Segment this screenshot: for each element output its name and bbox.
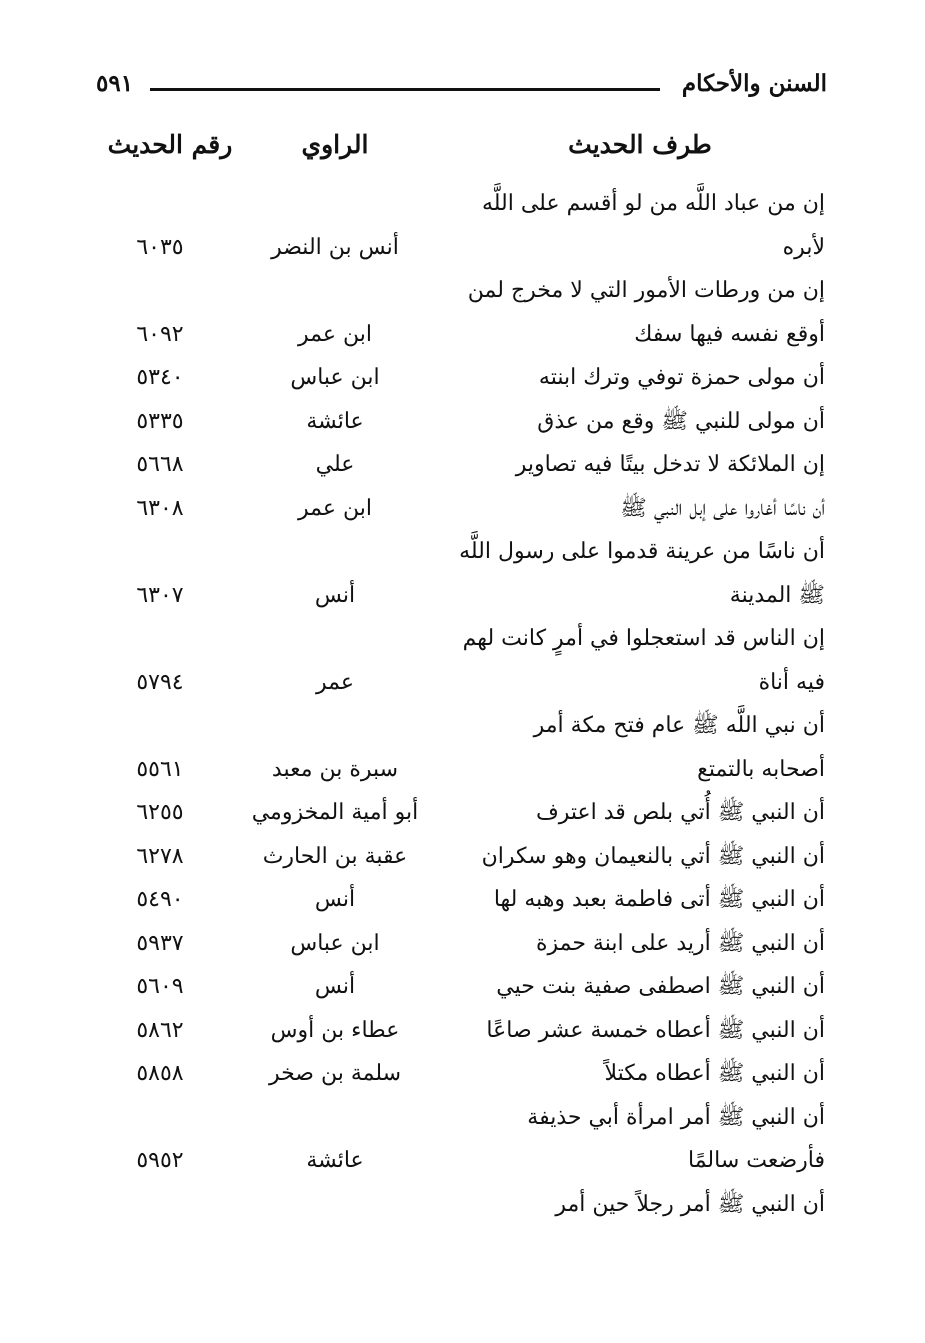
table-row	[0, 443, 925, 487]
hadith-number-cell: ٥٣٣٥	[136, 408, 184, 434]
table-row	[0, 1183, 925, 1227]
column-header-number: رقم الحديث	[107, 130, 233, 159]
hadith-text-line: أن النبي ﷺ أتى فاطمة بعبد وهبه لها	[493, 887, 825, 912]
narrator-cell: أنس	[314, 974, 356, 999]
page-header	[0, 62, 925, 102]
hadith-text-line: أن مولى للنبي ﷺ وقع من عذق	[537, 408, 825, 434]
narrator-cell: أنس	[314, 887, 356, 912]
narrator-cell: أنس بن النضر	[271, 234, 399, 260]
narrator-cell	[235, 1183, 435, 1227]
hadith-text-line: أن النبي ﷺ أمر رجلاً حين أمر	[555, 1191, 825, 1217]
hadith-text-line: أوقع نفسه فيها سفك	[634, 321, 825, 347]
hadith-text-line: فأرضعت سالمًا	[688, 1148, 825, 1173]
table-row	[0, 400, 925, 444]
narrator-cell: عقبة بن الحارث	[262, 843, 408, 869]
table-row	[0, 1009, 925, 1053]
hadith-index-table	[0, 182, 925, 1226]
hadith-text-line: إن من عباد اللَّه من لو أقسم على اللَّه	[481, 191, 825, 216]
table-row	[0, 269, 925, 356]
hadith-number-cell: ٥٧٩٤	[136, 669, 184, 695]
hadith-text-line: أصحابه بالتمتع	[697, 756, 825, 782]
hadith-text-line: أن نبي اللَّه ﷺ عام فتح مكة أمر	[533, 713, 825, 738]
hadith-text-line: إن من ورطات الأمور التي لا مخرج لمن	[467, 278, 825, 303]
hadith-number-cell: ٥٩٣٧	[136, 930, 184, 956]
hadith-text-line: أن النبي ﷺ أمر امرأة أبي حذيفة	[527, 1104, 825, 1130]
table-row	[0, 530, 925, 617]
table-row	[0, 1052, 925, 1096]
table-row	[0, 835, 925, 879]
hadith-number-cell: ٦٠٣٥	[136, 234, 184, 260]
hadith-number-cell	[110, 1183, 210, 1227]
table-row	[0, 791, 925, 835]
narrator-cell: علي	[315, 452, 355, 477]
hadith-number-cell: ٥٦٠٩	[136, 974, 184, 999]
hadith-number-cell: ٥٨٦٢	[136, 1017, 184, 1043]
hadith-number-cell: ٥٥٦١	[136, 756, 184, 782]
hadith-text-line: أن النبي ﷺ أُتي بلص قد اعترف	[535, 800, 825, 825]
narrator-cell: سلمة بن صخر	[268, 1061, 402, 1086]
table-row	[0, 617, 925, 704]
narrator-cell: ابن عمر	[298, 321, 372, 347]
hadith-text-line: أن مولى حمزة توفي وترك ابنته	[538, 365, 825, 390]
narrator-cell: عائشة	[306, 408, 364, 434]
hadith-text-line: إن الناس قد استعجلوا في أمرٍ كانت لهم	[462, 626, 825, 651]
book-title: السنن والأحكام	[681, 70, 827, 97]
hadith-number-cell: ٦٢٥٥	[136, 800, 184, 825]
narrator-cell: ابن عمر	[298, 495, 372, 521]
hadith-text-line: أن النبي ﷺ أعطاه مكتلاً	[604, 1061, 825, 1086]
hadith-text-line: إن الملائكة لا تدخل بيتًا فيه تصاوير	[515, 452, 825, 477]
hadith-number-cell: ٥٩٥٢	[136, 1148, 184, 1173]
hadith-number-cell: ٦٣٠٨	[136, 495, 184, 521]
narrator-cell: ابن عباس	[290, 365, 380, 390]
hadith-text-line: أن النبي ﷺ أتي بالنعيمان وهو سكران	[481, 843, 825, 869]
hadith-number-cell: ٦٠٩٢	[136, 321, 184, 347]
narrator-cell: أنس	[314, 582, 356, 608]
hadith-text-line: أن النبي ﷺ أريد على ابنة حمزة	[535, 930, 825, 956]
hadith-text-line: أن النبي ﷺ أعطاه خمسة عشر صاعًا	[486, 1017, 825, 1043]
hadith-text-line: ﷺ المدينة	[729, 582, 825, 608]
narrator-cell: عمر	[316, 669, 354, 695]
hadith-number-cell: ٥٤٩٠	[136, 887, 184, 912]
table-row	[0, 1096, 925, 1183]
hadith-number-cell: ٦٢٧٨	[136, 843, 184, 869]
table-row	[0, 965, 925, 1009]
narrator-cell: أبو أمية المخزومي	[251, 800, 419, 825]
narrator-cell: سبرة بن معبد	[271, 756, 399, 782]
hadith-number-cell: ٦٣٠٧	[136, 582, 184, 608]
header-rule	[150, 88, 660, 91]
hadith-text-line: أن النبي ﷺ اصطفى صفية بنت حيي	[496, 974, 825, 999]
hadith-text-line: لأبره	[782, 234, 825, 260]
table-row	[0, 704, 925, 791]
table-row	[0, 922, 925, 966]
column-header-narrator: الراوي	[301, 130, 369, 159]
narrator-cell: عطاء بن أوس	[270, 1017, 400, 1043]
table-row	[0, 878, 925, 922]
page-number: ٥٩١	[96, 70, 134, 97]
hadith-text-line: أن ناسًا أغاروا على إبل النبي ﷺ	[620, 495, 825, 521]
table-row	[0, 182, 925, 269]
hadith-text-line: أن ناسًا من عرينة قدموا على رسول اللَّه	[459, 539, 825, 564]
hadith-number-cell: ٥٨٥٨	[136, 1061, 184, 1086]
narrator-cell: ابن عباس	[290, 930, 380, 956]
table-row	[0, 356, 925, 400]
hadith-number-cell: ٥٦٦٨	[136, 452, 184, 477]
column-header-hadith: طرف الحديث	[568, 130, 712, 159]
narrator-cell: عائشة	[306, 1148, 364, 1173]
table-row	[0, 487, 925, 531]
hadith-number-cell: ٥٣٤٠	[136, 365, 184, 390]
hadith-text-line: فيه أناة	[758, 669, 825, 695]
